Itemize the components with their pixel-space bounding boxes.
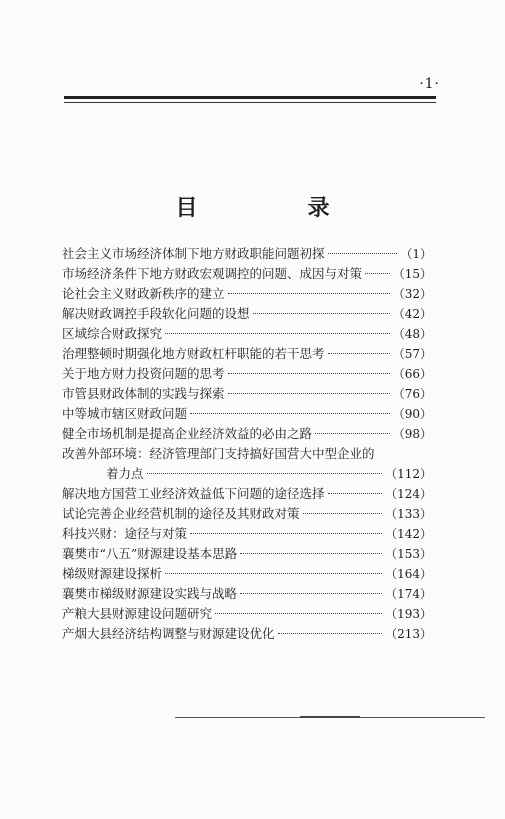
toc-leader-dots (303, 513, 383, 514)
toc-entry-title: 社会主义市场经济体制下地方财政职能问题初探 (62, 246, 325, 261)
toc-entry[interactable] (62, 464, 432, 484)
toc-leader-dots (240, 593, 382, 594)
toc-entry-title: 治理整顿时期强化地方财政杠杆职能的若干思考 (62, 346, 325, 361)
toc-entry-title: 梯级财源建设探析 (62, 566, 163, 581)
toc-leader-dots (228, 373, 390, 374)
toc-entry-page: （174） (385, 587, 432, 601)
toc-entry-title: 关于地方财力投资问题的思考 (62, 366, 225, 381)
toc-leader-dots (215, 613, 382, 614)
toc-entry-page: （213） (385, 627, 432, 641)
bottom-rule-accent (300, 716, 360, 718)
toc-entry[interactable] (62, 344, 432, 364)
toc-entry-page: （153） (385, 547, 432, 561)
toc-leader-dots (240, 553, 382, 554)
table-of-contents (62, 244, 432, 644)
toc-entry[interactable] (62, 584, 432, 604)
toc-leader-dots (328, 353, 390, 354)
toc-entry-title: 市管县财政体制的实践与探索 (62, 386, 225, 401)
toc-entry[interactable] (62, 384, 432, 404)
toc-entry-title: 论社会主义财政新秩序的建立 (62, 286, 225, 301)
toc-entry-page: （15） (392, 267, 432, 281)
toc-entry[interactable] (62, 604, 432, 624)
toc-entry-title: 解决地方国营工业经济效益低下问题的途径选择 (62, 486, 325, 501)
toc-entry[interactable] (62, 304, 432, 324)
toc-entry[interactable] (62, 624, 432, 644)
toc-leader-dots (365, 273, 390, 274)
toc-entry-title: 市场经济条件下地方财政宏观调控的问题、成因与对策 (62, 266, 363, 281)
toc-entry-page: （66） (392, 367, 432, 381)
toc-leader-dots (147, 473, 383, 474)
toc-entry[interactable] (62, 424, 432, 444)
header-rule-thin (64, 102, 436, 103)
toc-entry[interactable] (62, 404, 432, 424)
toc-leader-dots (228, 393, 390, 394)
toc-entry-page: （76） (392, 387, 432, 401)
toc-entry-title: 襄樊市“八五”财源建设基本思路 (62, 546, 238, 561)
toc-leader-dots (165, 573, 382, 574)
toc-entry-page: （142） (385, 527, 432, 541)
toc-entry-page: （42） (392, 307, 432, 321)
toc-entry[interactable] (62, 524, 432, 544)
toc-entry-page: （164） (385, 567, 432, 581)
toc-entry-continuation: 着力点 (106, 466, 144, 481)
toc-leader-dots (165, 333, 390, 334)
toc-entry[interactable] (62, 264, 432, 284)
toc-entry-title: 解决财政调控手段软化问题的设想 (62, 306, 250, 321)
toc-entry-title: 产粮大县财源建设问题研究 (62, 606, 213, 621)
toc-leader-dots (228, 293, 390, 294)
toc-entry-page: （57） (392, 347, 432, 361)
toc-entry[interactable] (62, 284, 432, 304)
toc-entry-title: 中等城市辖区财政问题 (62, 406, 188, 421)
toc-entry-title: 区域综合财政探究 (62, 326, 163, 341)
toc-entry[interactable] (62, 244, 432, 264)
toc-leader-dots (328, 493, 383, 494)
toc-entry-title: 产烟大县经济结构调整与财源建设优化 (62, 626, 275, 641)
toc-entry-page: （133） (385, 507, 432, 521)
toc-entry-page: （98） (392, 427, 432, 441)
toc-leader-dots (190, 533, 382, 534)
page-title: 目 录 (175, 196, 374, 221)
toc-entry[interactable] (62, 484, 432, 504)
toc-leader-dots (190, 413, 390, 414)
toc-entry-page: （48） (392, 327, 432, 341)
toc-entry[interactable] (62, 324, 432, 344)
toc-entry-title: 试论完善企业经营机制的途径及其财政对策 (62, 506, 300, 521)
header-rule-thick (64, 96, 436, 99)
toc-entry-title: 科技兴财：途径与对策 (62, 526, 188, 541)
toc-entry[interactable] (62, 544, 432, 564)
page-number: ·1· (419, 76, 440, 92)
toc-leader-dots (315, 433, 390, 434)
toc-entry-title: 健全市场机制是提高企业经济效益的必由之路 (62, 426, 313, 441)
toc-entry[interactable] (62, 504, 432, 524)
toc-entry[interactable] (62, 564, 432, 584)
toc-entry-title: 改善外部环境：经济管理部门支持搞好国营大中型企业的 (62, 446, 375, 461)
toc-entry-page: （32） (392, 287, 432, 301)
toc-entry-page: （90） (392, 407, 432, 421)
toc-leader-dots (253, 313, 390, 314)
toc-entry-title: 襄樊市梯级财源建设实践与战略 (62, 586, 238, 601)
toc-entry-page: （124） (385, 487, 432, 501)
toc-leader-dots (328, 253, 398, 254)
toc-entry-page: （112） (385, 467, 432, 481)
toc-leader-dots (278, 633, 383, 634)
toc-entry[interactable] (62, 364, 432, 384)
toc-entry-page: （193） (385, 607, 432, 621)
toc-entry-page: （1） (400, 247, 432, 261)
